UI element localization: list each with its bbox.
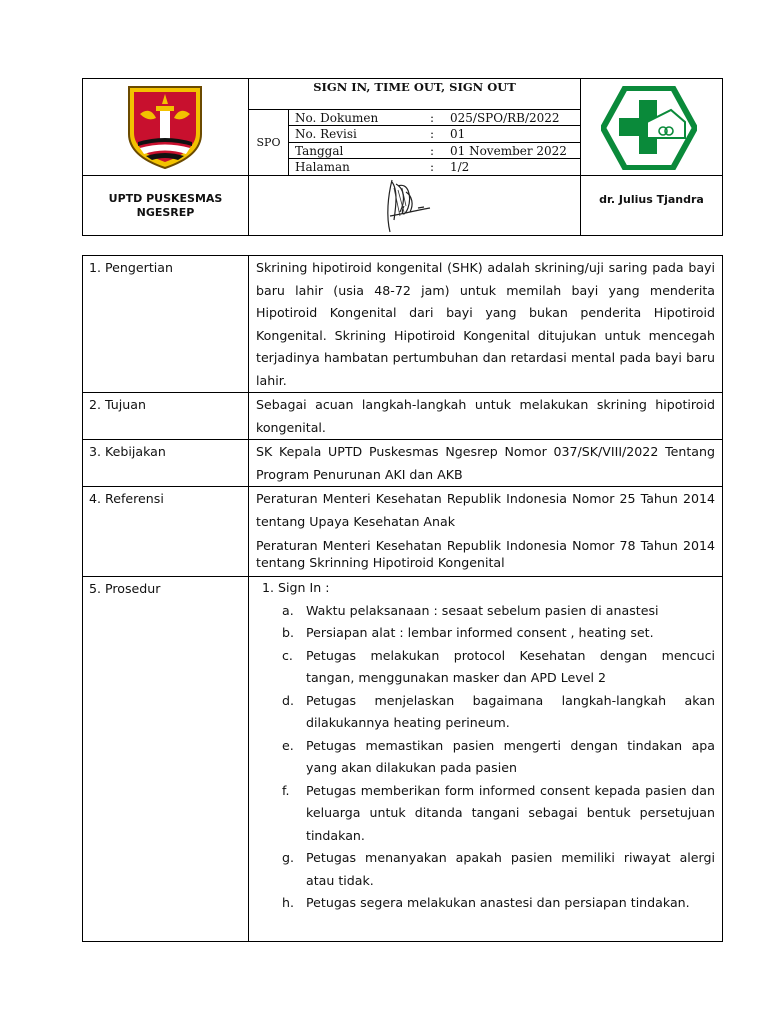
- regional-crest-icon: [126, 84, 204, 170]
- list-item: [256, 780, 715, 848]
- meta-label: No. Revisi: [289, 126, 424, 143]
- list-item: [256, 735, 715, 780]
- item-text: Persiapan alat : lembar informed consent , heating set.: [306, 625, 654, 640]
- meta-row-dokumen: [289, 110, 580, 126]
- section-label: 5. Prosedur: [83, 577, 249, 942]
- organization-name: [83, 176, 249, 236]
- item-letter: d.: [282, 692, 294, 708]
- meta-row-tanggal: [289, 142, 580, 159]
- list-item: [256, 892, 715, 915]
- referensi-text-2: Peraturan Menteri Kesehatan Republik Indonesia Nomor 78 Tahun 2014 tentang Skrinning Hipotiroid Kongenital: [256, 538, 715, 570]
- tujuan-text: Sebagai acuan langkah-langkah untuk melakukan skrining hipotiroid kongenital.: [256, 397, 715, 435]
- section-text: [249, 487, 723, 577]
- referensi-text-1: Peraturan Menteri Kesehatan Republik Indonesia Nomor 25 Tahun 2014 tentang Upaya Kesehatan Anak: [256, 491, 715, 529]
- meta-label: Tanggal: [289, 142, 424, 159]
- meta-sep: :: [424, 142, 444, 159]
- item-letter: g.: [282, 850, 294, 865]
- row-kebijakan: [83, 440, 723, 487]
- meta-sep: :: [424, 110, 444, 126]
- row-tujuan: [83, 393, 723, 440]
- content-table: [82, 255, 723, 942]
- meta-row-revisi: [289, 126, 580, 143]
- meta-value: 01 November 2022: [444, 142, 580, 159]
- item-letter: c.: [282, 647, 293, 663]
- row-referensi: [83, 487, 723, 577]
- section-label: 4. Referensi: [83, 487, 249, 577]
- item-text: Petugas menjelaskan bagaimana langkah-langkah akan dilakukannya heating perineum.: [306, 692, 715, 730]
- item-letter: b.: [282, 625, 294, 640]
- head-name: dr. Julius Tjandra: [581, 176, 723, 236]
- list-item: [256, 690, 715, 735]
- pengertian-text: Skrining hipotiroid kongenital (SHK) adalah skrining/uji saring pada bayi baru lahir (usia 48-72 jam) untuk memilah bayi yang menderita Hipotiroid Kongenital dari bayi yang bukan penderita Hipotiroid Kongenital. Skrining Hipotiroid Kongenital ditujukan untuk mencegah terjadinya hambatan pertumbuhan dan retardasi mental pada bayi baru lahir.: [256, 260, 715, 388]
- row-prosedur: [83, 577, 723, 942]
- list-item: [256, 622, 715, 645]
- item-letter: f.: [282, 782, 290, 798]
- spo-label: SPO: [249, 110, 289, 176]
- item-letter: h.: [282, 895, 294, 910]
- puskesmas-logo-icon: [601, 86, 697, 170]
- signature-icon: [378, 176, 442, 236]
- section-text: [249, 393, 723, 440]
- section-label: 2. Tujuan: [83, 393, 249, 440]
- meta-sep: :: [424, 126, 444, 143]
- document-meta: [289, 110, 580, 175]
- org-line-2: NGESREP: [136, 205, 195, 219]
- document-meta-cell: [289, 110, 581, 176]
- procedure-heading: 1. Sign In :: [262, 580, 330, 595]
- list-item: [256, 645, 715, 690]
- item-letter: e.: [282, 737, 294, 753]
- meta-value: 1/2: [450, 160, 470, 175]
- section-label: 3. Kebijakan: [83, 440, 249, 487]
- item-letter: a.: [282, 602, 294, 618]
- row-pengertian: [83, 256, 723, 393]
- meta-sep: :: [430, 160, 435, 175]
- item-text: Petugas memberikan form informed consent kepada pasien dan keluarga untuk ditanda tangani sebagai bentuk persetujuan tindakan.: [306, 782, 715, 843]
- item-text: Petugas segera melakukan anastesi dan persiapan tindakan.: [306, 895, 690, 910]
- list-item: [256, 600, 715, 623]
- meta-label: Halaman: [295, 160, 350, 175]
- list-item: [256, 847, 715, 892]
- meta-row-halaman: [289, 159, 580, 175]
- meta-label: No. Dokumen: [289, 110, 424, 126]
- org-line-1: UPTD PUSKESMAS: [108, 191, 223, 205]
- item-text: Petugas memastikan pasien mengerti dengan tindakan apa yang akan dilakukan pada pasien: [306, 737, 715, 775]
- kebijakan-text: SK Kepala UPTD Puskesmas Ngesrep Nomor 037/SK/VIII/2022 Tentang Program Penurunan AKI dan AKB: [256, 444, 715, 482]
- item-text: Petugas menanyakan apakah pasien memiliki riwayat alergi atau tidak.: [306, 850, 715, 888]
- item-text: Petugas melakukan protocol Kesehatan dengan mencuci tangan, menggunakan masker dan APD Level 2: [306, 647, 715, 685]
- meta-value: 01: [444, 126, 580, 143]
- section-text: [249, 256, 723, 393]
- section-text: [249, 440, 723, 487]
- meta-value: 025/SPO/RB/2022: [444, 110, 580, 126]
- item-text: Waktu pelaksanaan : sesaat sebelum pasien di anastesi: [306, 602, 659, 618]
- document-title: SIGN IN, TIME OUT, SIGN OUT: [249, 79, 581, 110]
- section-text: [249, 577, 723, 942]
- section-label: 1. Pengertian: [83, 256, 249, 393]
